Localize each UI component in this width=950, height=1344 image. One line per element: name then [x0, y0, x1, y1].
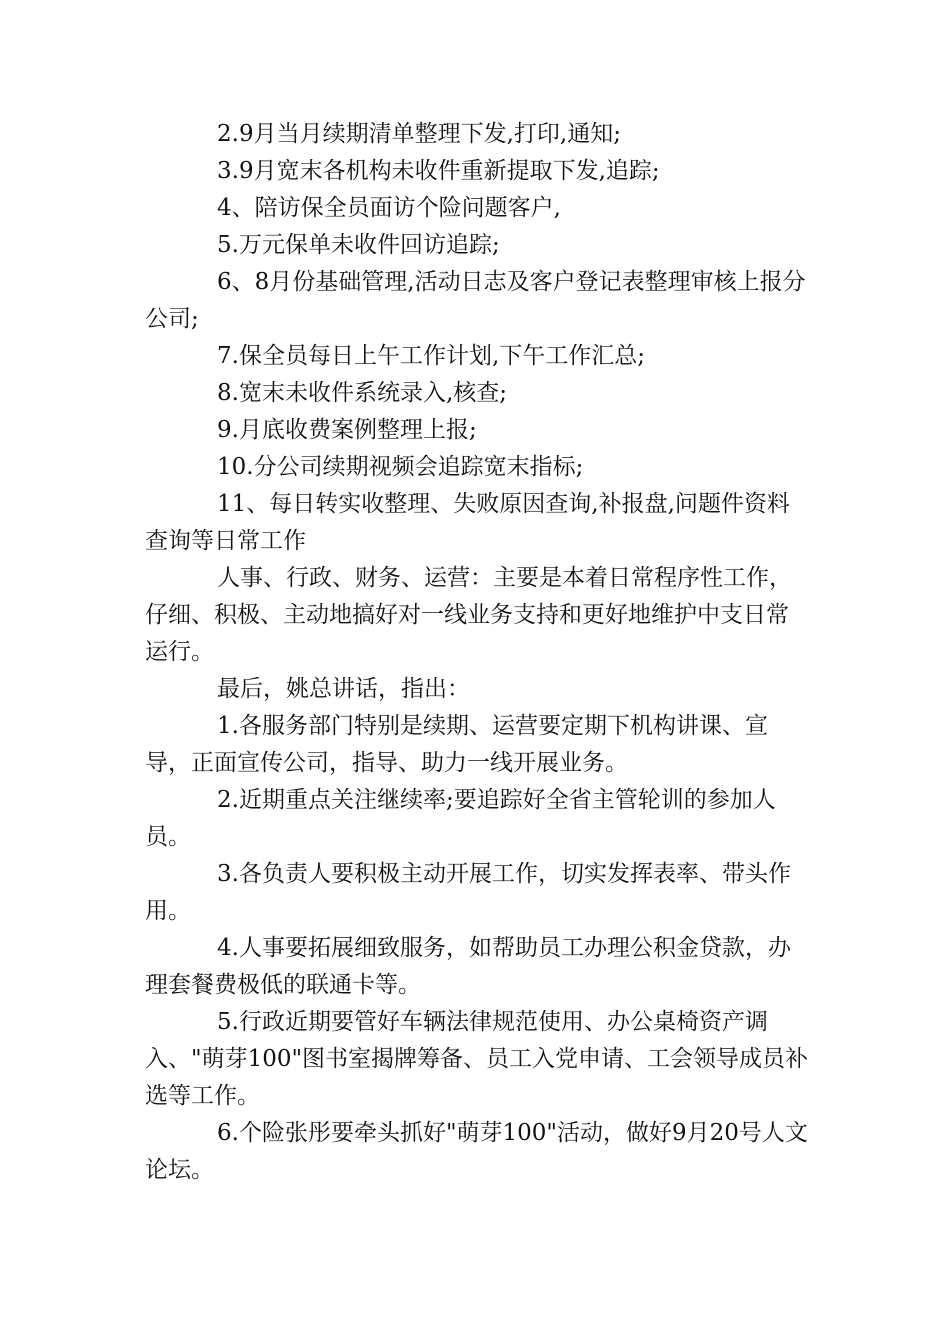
- paragraph-item-6: 6、8月份基础管理,活动日志及客户登记表整理审核上报分公司;: [145, 269, 806, 332]
- directive-item-3: 3.各负责人要积极主动开展工作，切实发挥表率、带头作用。: [145, 861, 791, 924]
- directive-item-1: 1.各服务部门特别是续期、运营要定期下机构讲课、宣导，正面宣传公司，指导、助力一线开展业务。: [145, 713, 768, 776]
- paragraph-item-2: 2.9月当月续期清单整理下发,打印,通知;: [217, 121, 621, 147]
- paragraph-item-10: 10.分公司续期视频会追踪宽末指标;: [217, 454, 584, 480]
- directive-item-2: 2.近期重点关注继续率;要追踪好全省主管轮训的参加人员。: [145, 787, 776, 850]
- paragraph-item-11: 11、每日转实收整理、失败原因查询,补报盘,问题件资料查询等日常工作: [145, 491, 790, 554]
- paragraph-item-8: 8.宽末未收件系统录入,核查;: [217, 380, 508, 406]
- document-body: [145, 116, 810, 1189]
- paragraph-closing-intro: 最后，姚总讲话，指出：: [217, 676, 470, 702]
- paragraph-item-5: 5.万元保单未收件回访追踪;: [217, 232, 500, 258]
- paragraph-item-3: 3.9月宽末各机构未收件重新提取下发,追踪;: [217, 158, 660, 184]
- directive-item-5: 5.行政近期要管好车辆法律规范使用、办公桌椅资产调入、"萌芽100"图书室揭牌筹备、员工入党申请、工会领导成员补选等工作。: [145, 1009, 809, 1109]
- directive-item-4: 4.人事要拓展细致服务，如帮助员工办理公积金贷款，办理套餐费极低的联通卡等。: [145, 935, 791, 998]
- directive-item-6: 6.个险张彤要牵头抓好"萌芽100"活动，做好9月20号人文论坛。: [145, 1120, 808, 1183]
- paragraph-item-9: 9.月底收费案例整理上报;: [217, 417, 477, 443]
- paragraph-item-4: 4、陪访保全员面访个险问题客户,: [217, 195, 561, 221]
- paragraph-departments-summary: 人事、行政、财务、运营：主要是本着日常程序性工作，仔细、积极、主动地搞好对一线业务支持和更好地维护中支日常运行。: [145, 565, 792, 665]
- paragraph-item-7: 7.保全员每日上午工作计划,下午工作汇总;: [217, 343, 646, 369]
